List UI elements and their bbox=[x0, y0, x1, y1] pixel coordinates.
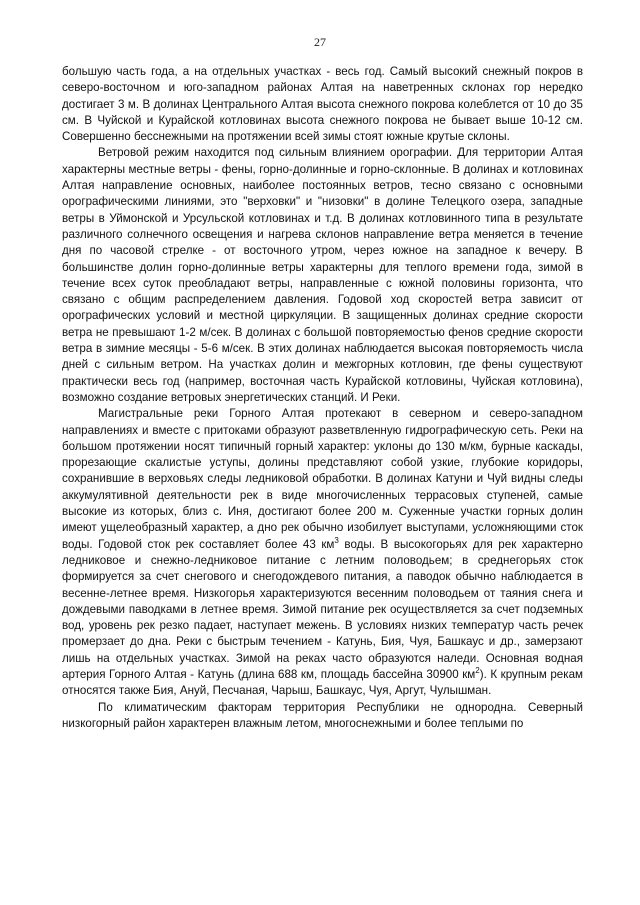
text-run: Ветровой режим находится под сильным влиянием орографии. Для территории Алтая характерны местные ветры - фены, горно-долинные и горно-склонные. В долинах и котловинах Алтая направление основных, наиболее постоянных ветров, тесно связано с основными орографическими линиями, это "верховки" и "низовки" в долине Телецкого озера, западные ветры в Уймонской и Урсульской котловинах и т.д. В долинах котловинного типа в результате различного солнечного освещения и нагрева склонов направление ветра меняется в течение дня по часовой стрелке - от восточного утром, через южное на западное к вечеру. В большинстве долин горно-долинные ветры характерны для теплого времени года, зимой в течение всех суток преобладают ветры, направленные с южной половины горизонта, что связано с общим распределением давления. Годовой ход скоростей ветра зависит от орографических условий и местной циркуляции. В защищенных долинах средние скорости ветра не превышают 1-2 м/сек. В долинах с большой повторяемостью фенов средние скорости ветра в зимние месяцы - 5-6 м/сек. В этих долинах наблюдается высокая повторяемость числа дней с сильным ветром. На участках долин и межгорных котловин, где фены существуют практически весь год (например, восточная часть Курайской котловины, Чуйская котловина), возможно создание ветровых энергетических станций. И Реки. bbox=[62, 146, 583, 404]
superscript: 2 bbox=[475, 666, 480, 676]
text-run: ). К крупным рекам относятся также Бия, Ануй, Песчаная, Чарыш, Башкаус, Чуя, Аргут, Чулышман. bbox=[62, 667, 583, 698]
text-run: воды. В высокогорьях для рек характерно ледниковое и снежно-ледниковое питание с летним половодьем; в среднегорьях сток формируется за счет снегового и снегодождевого питания, а паводок обычно наблюдается в весенне-летнее время. Низкогорья характеризуются весенним половодьем от таяния снега и дождевыми паводками в летнее время. Зимой питание рек осуществляется за счет подземных вод, уровень рек резко падает, наступает межень. В условиях низких температур часть речек промерзает до дна. Реки с быстрым течением - Катунь, Бия, Чуя, Башкаус и др., замерзают лишь на отдельных участках. Зимой на реках часто образуются наледи. Основная водная артерия Горного Алтая - Катунь (длина 688 км, площадь бассейна 30900 км bbox=[62, 537, 583, 681]
page-number: 27 bbox=[314, 35, 326, 49]
paragraph bbox=[62, 145, 583, 406]
text-run: Магистральные реки Горного Алтая протекают в северном и северо-западном направлениях и вместе с притоками образуют разветвленную гидрографическую сеть. Реки на большом протяжении носят типичный горный характер: уклоны до 130 м/км, бурные каскады, прорезающие скалистые уступы, долины представляют собой узкие, глубокие коридоры, сохранившие в верховьях следы ледниковой обработки. В долинах Катуни и Чуй видны следы аккумулятивной деятельности рек в виде многочисленных террасовых ступеней, самые высокие из которых, близ с. Иня, достигают более 200 м. Суженные участки горных долин имеют ущелеобразный характер, а дно рек обычно изобилует выступами, усложняющими сток воды. Годовой сток рек составляет более 43 км bbox=[62, 407, 583, 551]
paragraph bbox=[62, 700, 583, 733]
text-run: большую часть года, а на отдельных участках - весь год. Самый высокий снежный покров в северо-восточном и юго-западном районах Алтая на наветренных склонах гор нередко достигает 3 м. В долинах Центрального Алтая высота снежного покрова колеблется от 10 до 35 см. В Чуйской и Курайской котловинах высота снежного покрова не бывает выше 10-12 см. Совершенно бесснежными на протяжении всей зимы стоят южные крутые склоны. bbox=[62, 65, 583, 144]
paragraph bbox=[62, 406, 583, 699]
text-run: По климатическим факторам территория Республики не однородна. Северный низкогорный район характерен влажным летом, многоснежными и более теплыми по bbox=[62, 700, 583, 730]
superscript: 3 bbox=[334, 535, 339, 545]
paragraph bbox=[62, 64, 583, 145]
body-text bbox=[62, 64, 583, 732]
